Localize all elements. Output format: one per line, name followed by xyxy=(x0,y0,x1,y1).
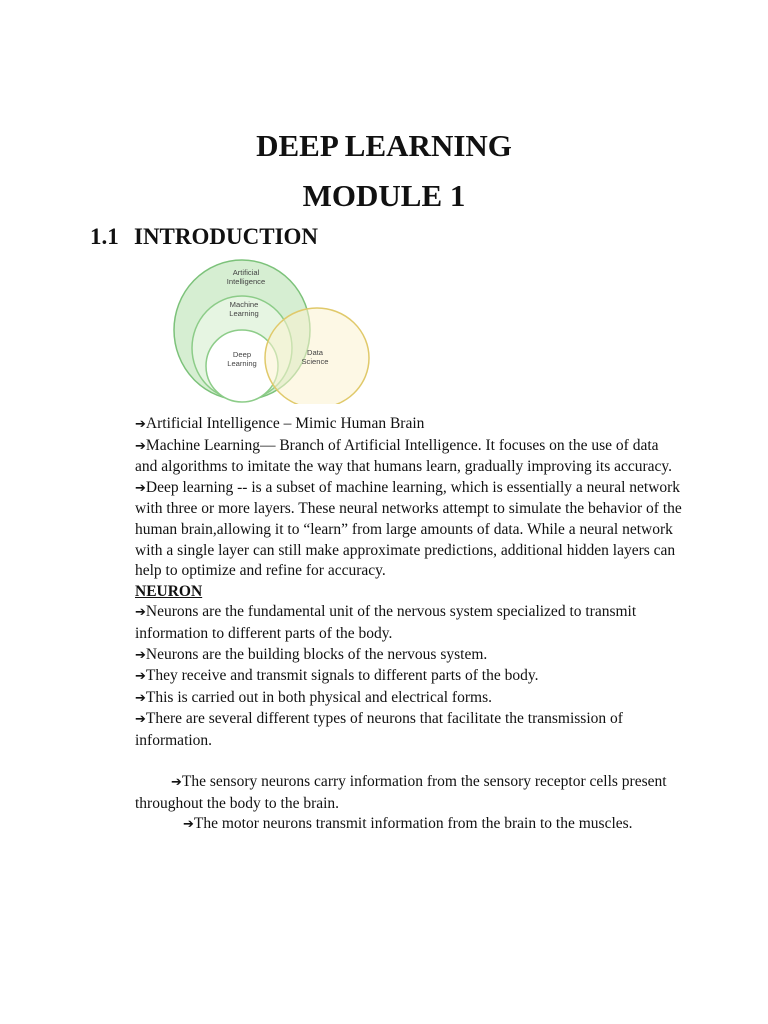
neuron-point: ➔There are several different types of neurons that facilitate the transmission of information. xyxy=(135,710,623,749)
section-number: 1.1 xyxy=(90,224,119,249)
section-heading xyxy=(90,222,318,252)
ds-label-2: Science xyxy=(301,357,329,366)
document-body xyxy=(135,414,683,836)
neuron-point: ➔This is carried out in both physical and electrical forms. xyxy=(135,688,492,706)
arrow-icon: ➔ xyxy=(135,647,146,663)
arrow-icon: ➔ xyxy=(135,605,146,621)
arrow-icon: ➔ xyxy=(135,669,146,685)
neuron-point: ➔They receive and transmit signals to different parts of the body. xyxy=(135,667,539,685)
ai-paragraph: ➔Artificial Intelligence – Mimic Human Brain xyxy=(135,415,425,432)
ds-label-1: Data xyxy=(306,348,324,357)
sensory-neurons-paragraph: ➔The sensory neurons carry information from the sensory receptor cells present throughout the body to the brain. xyxy=(135,773,667,812)
dl-label-2: Learning xyxy=(227,359,257,368)
dl-paragraph: ➔Deep learning -- is a subset of machine learning, which is essentially a neural network with three or more layers. These neural networks attempt to simulate the behavior of the human brain,allowing it to “learn” from large amounts of data. While a neural network with a single layer can still make approximate predictions, additional hidden layers can help to optimize and refine for accuracy. xyxy=(135,478,682,580)
ai-label-1: Artificial xyxy=(232,268,260,277)
ml-paragraph: ➔Machine Learning— Branch of Artificial Intelligence. It focuses on the use of data and algorithms to imitate the way that humans learn, gradually improving its accuracy. xyxy=(135,436,673,476)
ai-ml-dl-venn-diagram xyxy=(164,256,376,404)
arrow-icon: ➔ xyxy=(135,480,146,496)
ml-label-1: Machine xyxy=(229,300,259,309)
spacer xyxy=(135,752,683,773)
motor-neurons-paragraph: ➔The motor neurons transmit information from the brain to the muscles. xyxy=(183,815,633,833)
ai-label-2: Intelligence xyxy=(226,277,266,286)
arrow-icon: ➔ xyxy=(135,438,146,454)
arrow-icon: ➔ xyxy=(135,690,146,706)
arrow-icon: ➔ xyxy=(135,712,146,728)
ml-label-2: Learning xyxy=(229,309,259,318)
section-title: INTRODUCTION xyxy=(134,224,319,249)
neuron-point: ➔Neurons are the fundamental unit of the nervous system specialized to transmit information to different parts of the body. xyxy=(135,603,637,642)
neuron-heading: NEURON xyxy=(135,582,203,600)
arrow-icon: ➔ xyxy=(135,417,146,432)
arrow-icon: ➔ xyxy=(171,775,182,791)
document-title: DEEP LEARNING xyxy=(256,128,512,163)
module-title: MODULE 1 xyxy=(302,178,466,213)
arrow-icon: ➔ xyxy=(183,817,194,833)
dl-label-1: Deep xyxy=(232,350,252,359)
neuron-point: ➔Neurons are the building blocks of the nervous system. xyxy=(135,645,488,663)
